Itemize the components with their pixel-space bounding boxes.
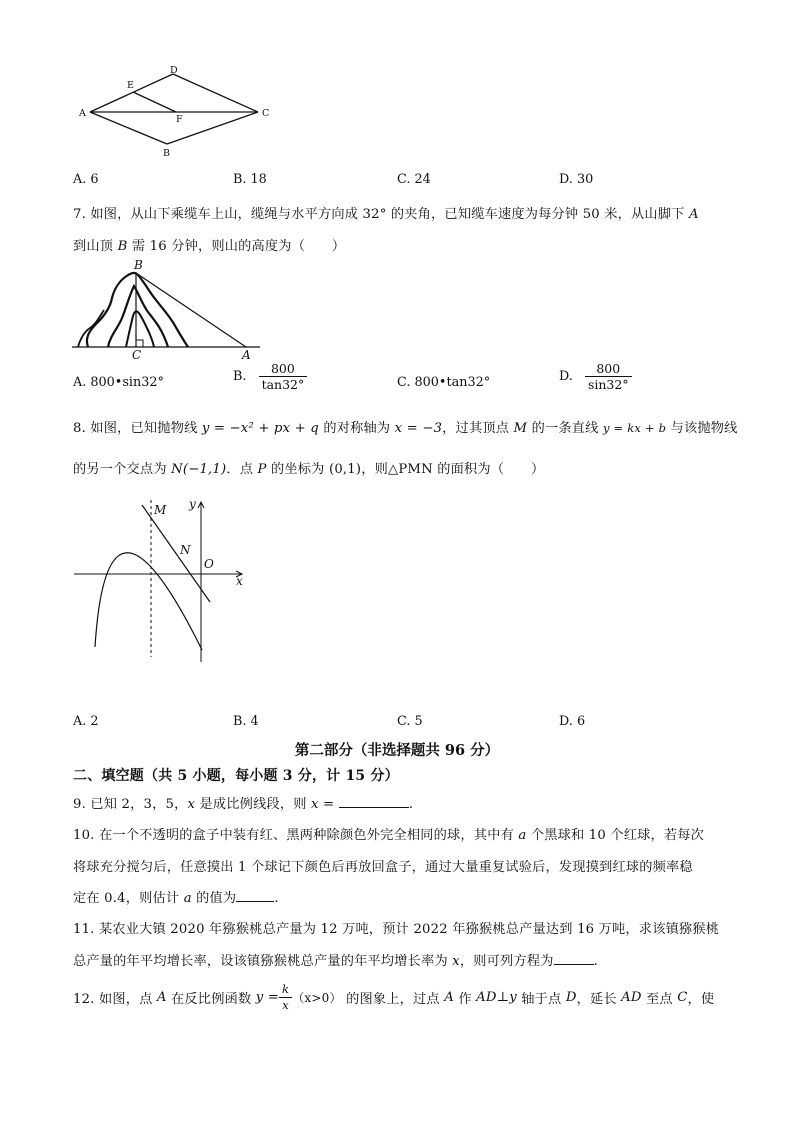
label-o: O	[204, 557, 214, 571]
q12-text: 12. 如图，点 A 在反比例函数 y = $\frac{k}{x}$ （x>0） 的图象上，过点 A 作 AD⊥y 轴于点 D，延长 AD 至点 C，使	[73, 982, 715, 1012]
q8-option-c: C. 5	[397, 714, 423, 729]
q7-line-2: 到山顶 B 需 16 分钟，则山的高度为（ ）	[73, 239, 346, 254]
q7-b-denominator: tan32°	[261, 377, 305, 392]
q7-option-d: D. $\frac{800}{\sin 32^\circ}$	[559, 361, 632, 392]
side-dc	[173, 74, 258, 112]
q7-option-c: C. 800•tan32°	[397, 375, 491, 390]
label-b: B	[134, 258, 143, 272]
q7-option-a: A. 800•sin32°	[73, 375, 164, 390]
label-y: y	[189, 497, 196, 511]
q11-line-2: 总产量的年平均增长率，设该镇猕猴桃总产量的年平均增长率为 x，则可列方程为 .	[73, 954, 599, 969]
mountain-outline-core	[126, 311, 154, 347]
right-angle-mark	[136, 340, 143, 347]
part2-title: 第二部分（非选择题共 96 分）	[294, 742, 500, 759]
q6-option-c: C. 24	[397, 172, 431, 187]
mountain-figure	[70, 256, 270, 362]
mountain-outline-inner	[108, 286, 168, 347]
q12-frac-den: x	[282, 998, 289, 1012]
q9-answer-blank[interactable]	[339, 796, 409, 808]
label-c: C	[262, 108, 270, 119]
mountain-outline-outer	[87, 273, 188, 347]
line-mn	[142, 505, 210, 602]
q10-answer-blank[interactable]	[236, 890, 274, 902]
rhombus-figure	[72, 62, 282, 166]
q9-text: 9. 已知 2，3，5，x 是成比例线段，则 x = .	[73, 797, 414, 812]
q8-option-a: A. 2	[73, 714, 99, 729]
q6-option-a: A. 6	[73, 172, 99, 187]
q8-line-1: 8. 如图，已知抛物线 y = −x² + px + q 的对称轴为 x = −3，过其顶点 M 的一条直线 y = kx + b 与该抛物线	[73, 421, 738, 436]
label-m: M	[154, 503, 167, 517]
section2-title: 二、填空题（共 5 小题，每小题 3 分，计 15 分）	[73, 768, 399, 784]
q12-frac-num: k	[279, 982, 292, 998]
label-e: E	[127, 80, 134, 91]
q8-option-b: B. 4	[233, 714, 259, 729]
q7-d-numerator: 800	[585, 361, 632, 377]
q10-line-1: 10. 在一个不透明的盒子中装有红、黑两种除颜色外完全相同的球，其中有 a 个黑球和 10 个红球，若每次	[73, 828, 705, 843]
label-a: A	[79, 108, 86, 119]
q6-option-d: D. 30	[559, 172, 594, 187]
q11-answer-blank[interactable]	[554, 953, 594, 965]
q8-line-2: 的另一个交点为 N(−1,1)．点 P 的坐标为 (0,1)，则△PMN 的面积为（ ）	[73, 462, 545, 477]
q7-line-1: 7. 如图，从山下乘缆车上山，缆绳与水平方向成 32° 的夹角，已知缆车速度为每分钟 50 米，从山脚下 A	[73, 207, 699, 222]
label-n: N	[180, 543, 191, 557]
q10-line-2: 将球充分搅匀后，任意摸出 1 个球记下颜色后再放回盒子，通过大量重复试验后，发现摸到红球的频率稳	[73, 860, 693, 875]
parabola-figure	[70, 492, 255, 667]
label-d: D	[170, 65, 178, 76]
q7-option-b: B. $\frac{800}{\tan 32^\circ}$	[233, 361, 307, 392]
label-c: C	[132, 348, 142, 362]
cable-ba	[136, 273, 246, 347]
side-ba	[90, 112, 167, 144]
q6-option-b: B. 18	[233, 172, 267, 187]
label-b: B	[163, 148, 170, 159]
segment-ef	[133, 92, 176, 112]
q11-line-1: 11. 某农业大镇 2020 年猕猴桃总产量为 12 万吨，预计 2022 年猕猴桃总产量达到 16 万吨，求该镇猕猴桃	[73, 922, 720, 937]
q8-option-d: D. 6	[559, 714, 586, 729]
label-a: A	[242, 348, 251, 362]
label-x: x	[236, 574, 243, 588]
label-f: F	[176, 114, 183, 125]
q10-line-3: 定在 0.4，则估计 a 的值为 .	[73, 891, 279, 906]
q7-b-numerator: 800	[259, 361, 308, 377]
q7-d-denominator: sin32°	[587, 377, 629, 392]
